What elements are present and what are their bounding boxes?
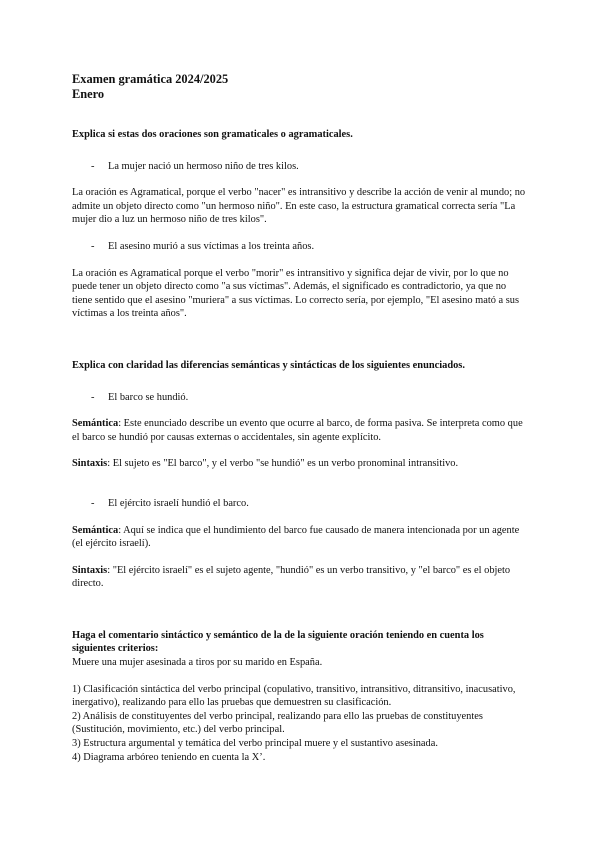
q2-sentence-1: El barco se hundió. xyxy=(108,391,189,403)
bullet-dash: - xyxy=(91,497,95,509)
q3-criterion-1: 1) Clasificación sintáctica del verbo principal (copulativo, transitivo, intransitivo, ditransitivo, inacusativo, inergativo), realizando para ello las pruebas que demuestren su clasificación. xyxy=(72,683,516,709)
semantica-label: Semántica xyxy=(72,524,119,536)
bullet-item xyxy=(72,497,527,511)
q3-criterion-2: 2) Análisis de constituyentes del verbo principal, realizando para ello las pruebas de constituyentes (Sustitución, movimiento, etc.) del verbo principal. xyxy=(72,710,483,736)
question-2-prompt: Explica con claridad las diferencias semánticas y sintácticas de los siguientes enunciados. xyxy=(72,359,465,371)
q1-answer-1: La oración es Agramatical, porque el verbo "nacer" es intransitivo y describe la acción de venir al mundo; no admite un objeto directo como "un hermoso niño". En este caso, la estructura gramatical correcta sería "La mujer dio a luz un hermoso niño de tres kilos". xyxy=(72,187,526,226)
q3-criterion-4: 4) Diagrama arbóreo teniendo en cuenta la X’. xyxy=(72,751,266,763)
q3-sentence: Muere una mujer asesinada a tiros por su marido en España. xyxy=(72,657,323,669)
q3-criterion-3: 3) Estructura argumental y temática del verbo principal muere y el sustantivo asesinada. xyxy=(72,738,438,750)
semantica-text: : Aquí se indica que el hundimiento del barco fue causado de manera intencionada por un agente (el ejército israelí). xyxy=(72,524,520,550)
sintaxis-label: Sintaxis xyxy=(72,458,108,470)
q1-sentence-1: La mujer nació un hermoso niño de tres kilos. xyxy=(108,160,299,172)
bullet-item xyxy=(72,240,527,254)
bullet-item xyxy=(72,160,527,174)
bullet-item xyxy=(72,391,527,405)
question-1-prompt: Explica si estas dos oraciones son gramaticales o agramaticales. xyxy=(72,129,353,140)
q1-sentence-2: El asesino murió a sus víctimas a los treinta años. xyxy=(108,240,315,252)
document-body xyxy=(72,72,527,764)
q2-semantica-1 xyxy=(72,417,527,444)
exam-subtitle: Enero xyxy=(72,87,105,101)
semantica-label: Semántica xyxy=(72,418,119,430)
bullet-dash: - xyxy=(91,160,95,172)
q1-answer-2: La oración es Agramatical porque el verbo "morir" es intransitivo y significa dejar de vivir, por lo que no puede tener un objeto directo como "a sus víctimas". Además, el significado es contradictorio, ya que no tiene sentido que el asesino "muriera" a sus víctimas. Lo correcto sería, por ejemplo, "El asesino mató a sus víctimas a los treinta años". xyxy=(72,267,519,320)
sintaxis-text: : "El ejército israelí" es el sujeto agente, "hundió" es un verbo transitivo, y "el barco" es el objeto directo. xyxy=(72,564,511,590)
question-3-prompt: Haga el comentario sintáctico y semántico de la de la siguiente oración teniendo en cuenta los siguientes criterios: xyxy=(72,629,484,655)
q2-sintaxis-2 xyxy=(72,564,527,591)
q2-sentence-2: El ejército israelí hundió el barco. xyxy=(108,497,249,509)
bullet-dash: - xyxy=(91,240,95,252)
sintaxis-label: Sintaxis xyxy=(72,564,108,576)
exam-title: Examen gramática 2024/2025 xyxy=(72,72,229,86)
semantica-text: : Este enunciado describe un evento que ocurre al barco, de forma pasiva. Se interpreta como que el barco se hundió por causas externas o accidentales, sin agente explícito. xyxy=(72,418,523,443)
q2-semantica-2 xyxy=(72,524,527,551)
bullet-dash: - xyxy=(91,391,95,403)
sintaxis-text: : El sujeto es "El barco", y el verbo "se hundió" es un verbo pronominal intransitivo. xyxy=(107,458,459,470)
q2-sintaxis-1 xyxy=(72,457,527,471)
